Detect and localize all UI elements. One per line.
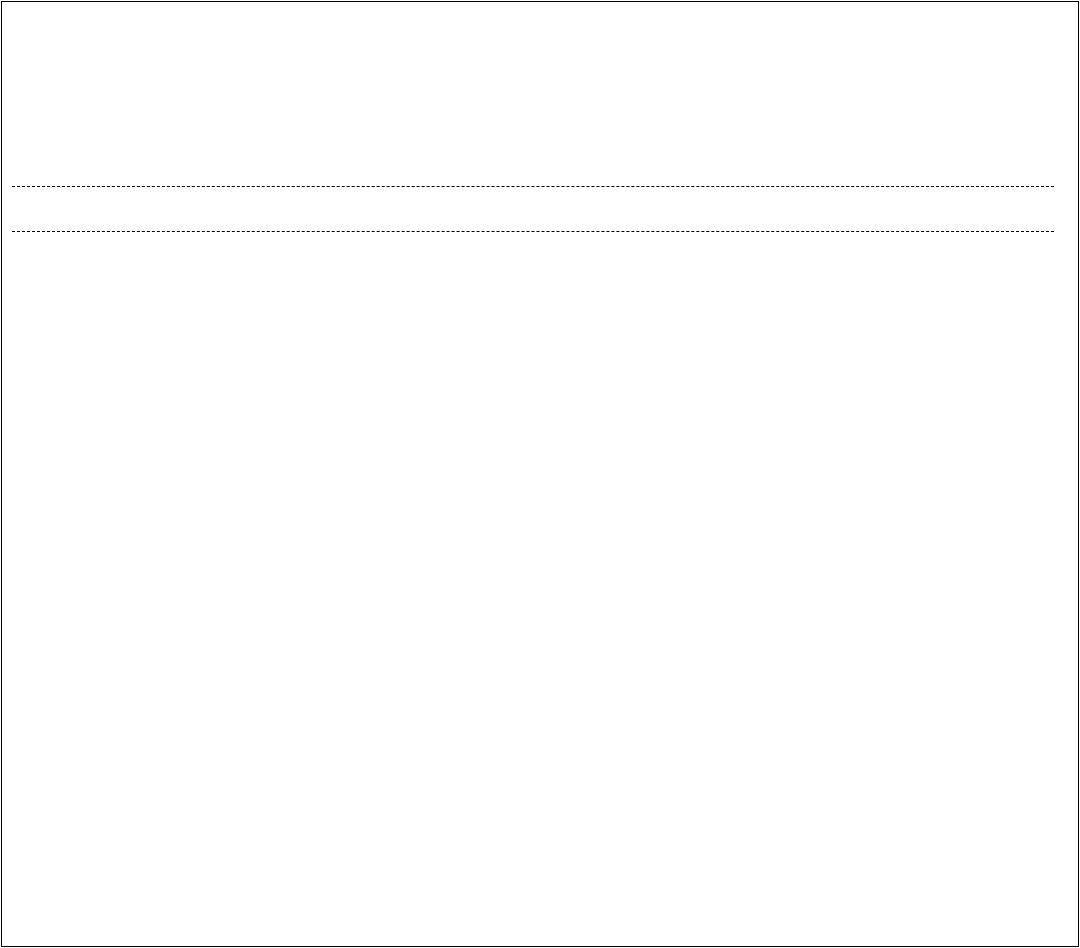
notice-border [1, 1, 1079, 947]
divider-top [12, 186, 1054, 187]
divider-mid [12, 231, 1054, 232]
